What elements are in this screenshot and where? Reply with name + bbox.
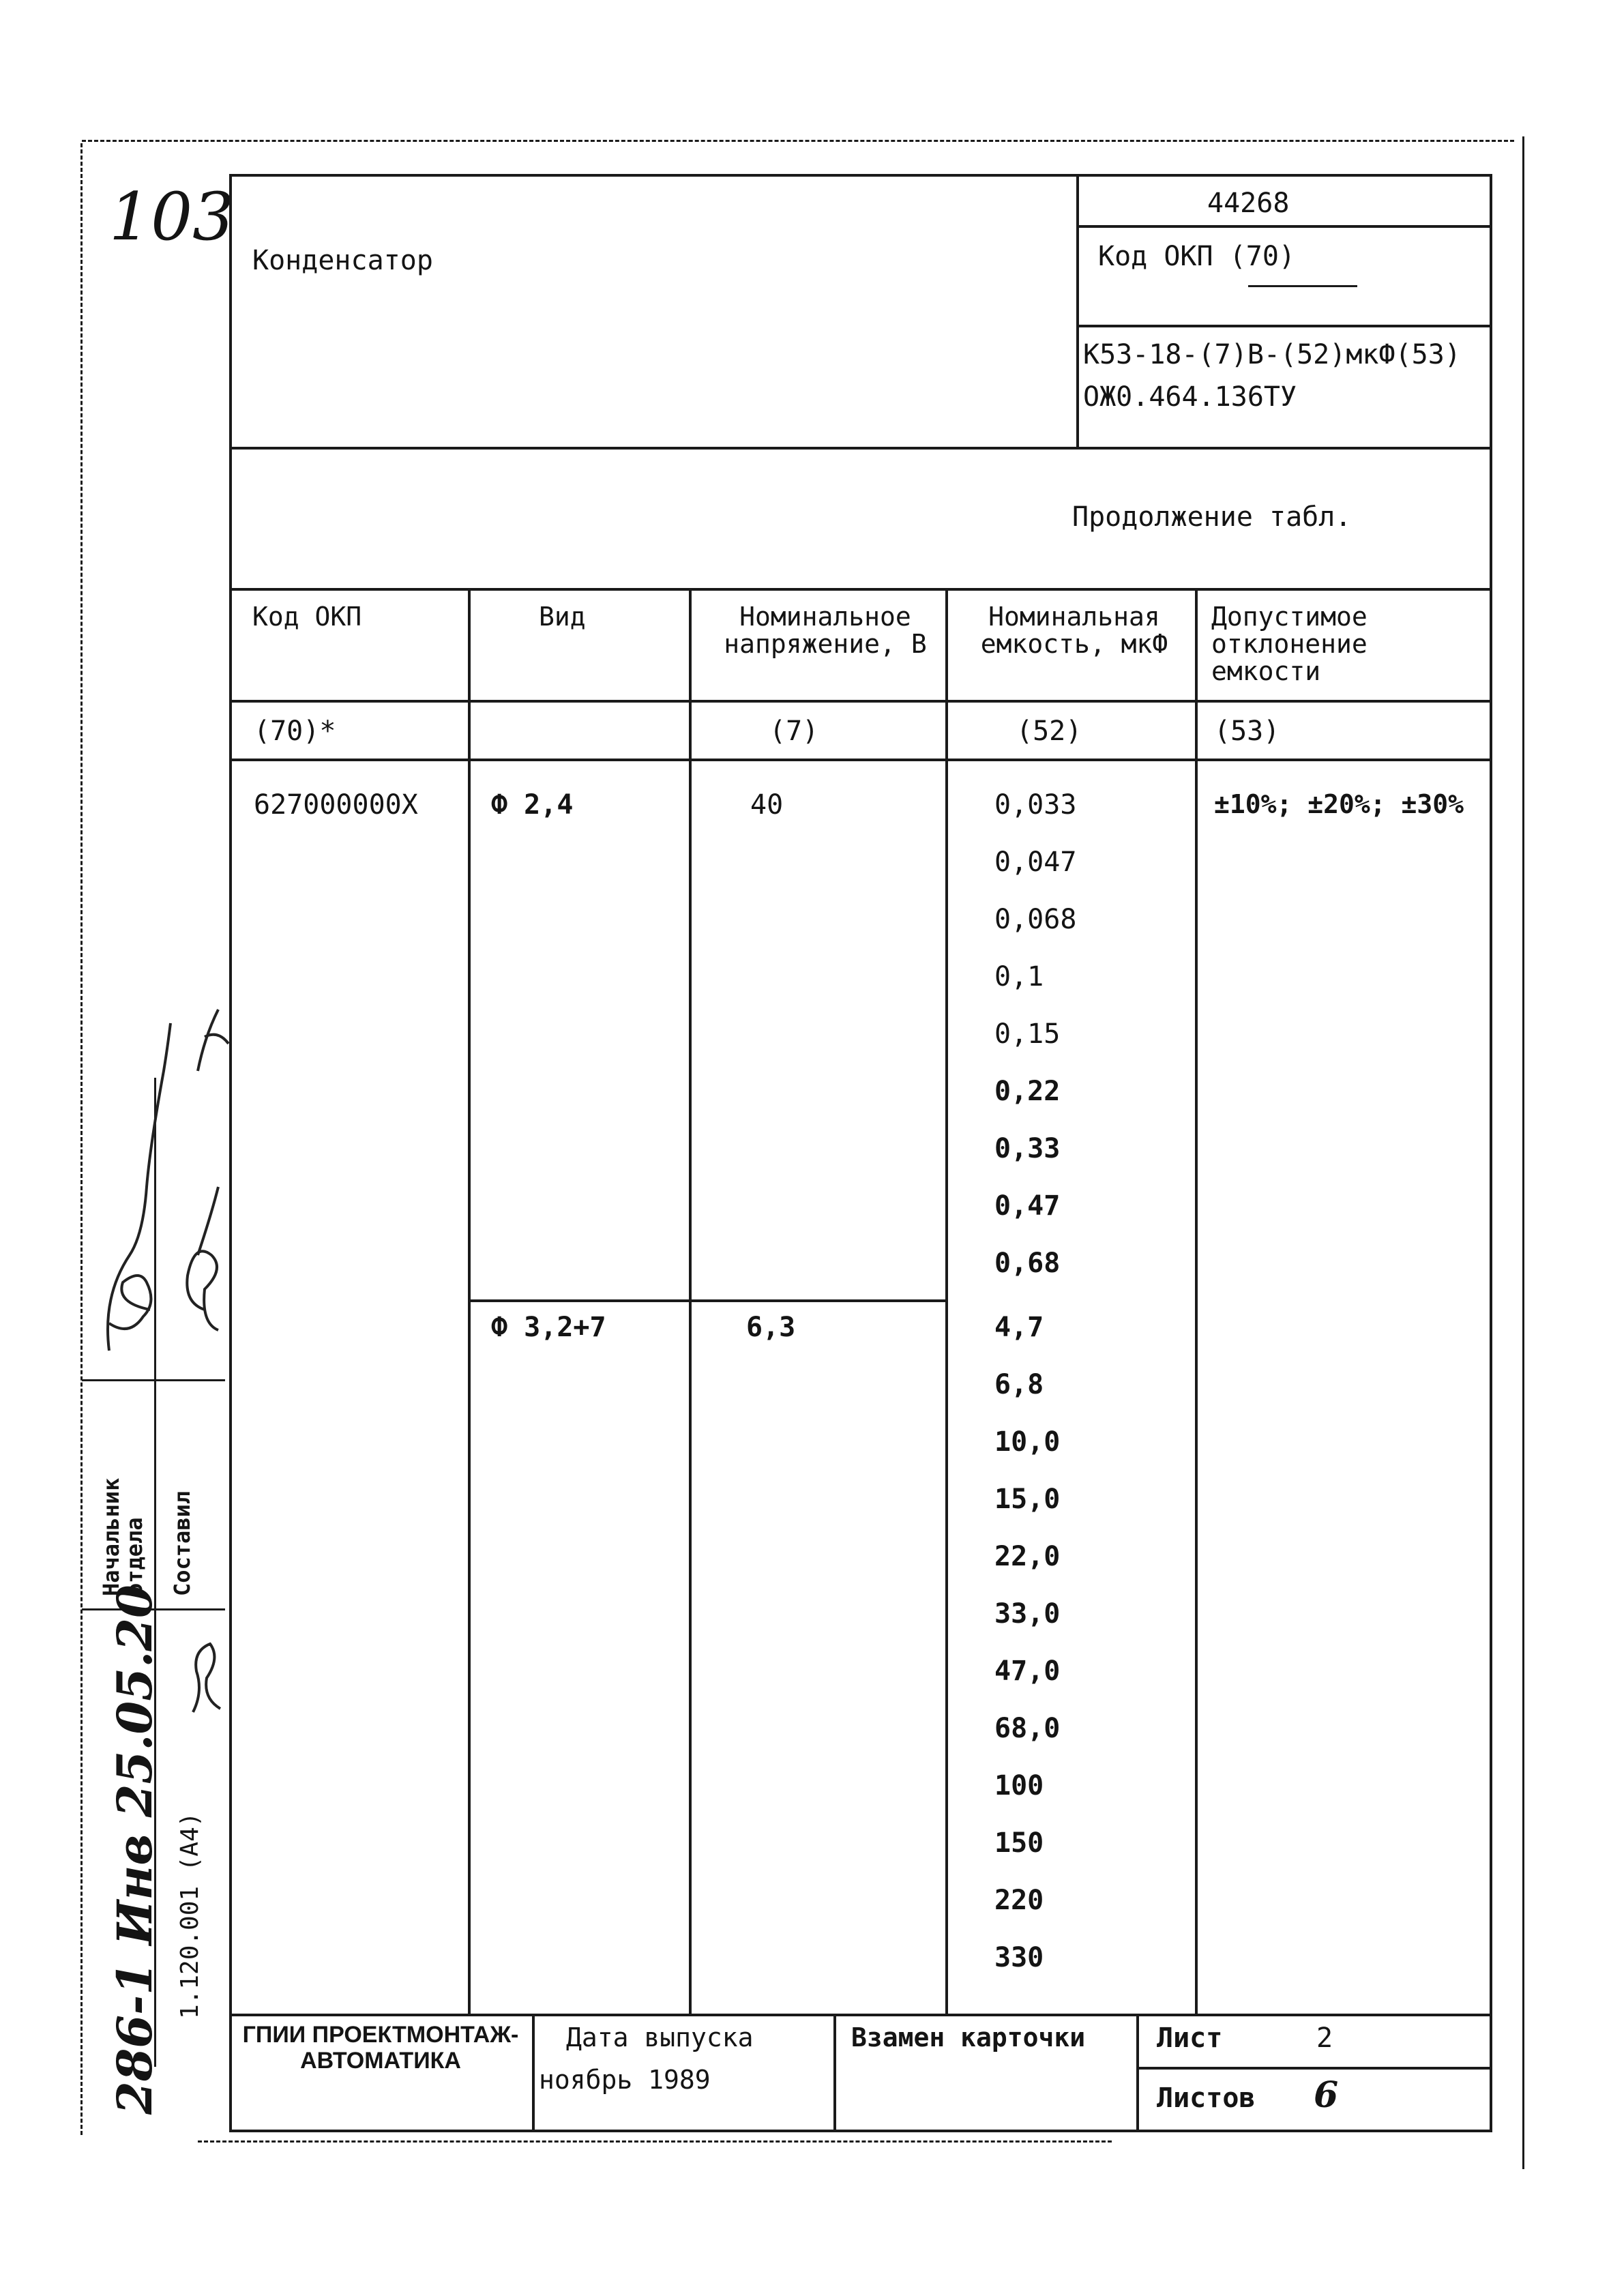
- cap-1-7: 68,0: [994, 1713, 1061, 1744]
- cap-1-0: 4,7: [994, 1312, 1044, 1343]
- header-right-divider: [1076, 174, 1079, 448]
- compiled-by-label: Составил: [169, 1490, 195, 1596]
- type-group-1: Ф 2,4: [491, 789, 574, 821]
- cap-0-0: 0,033: [994, 789, 1077, 821]
- cap-0-8: 0,68: [994, 1248, 1061, 1279]
- table-code-row-bottom: [229, 759, 1490, 761]
- footer-divider-3: [1136, 2014, 1139, 2130]
- approval-signature: [191, 996, 232, 1078]
- card-top-border: [229, 174, 1492, 177]
- col-header-capacitance: Номинальная емкость, мкФ: [980, 602, 1168, 659]
- cap-0-5: 0,22: [994, 1076, 1061, 1107]
- cap-0-3: 0,1: [994, 961, 1044, 992]
- cap-0-7: 0,47: [994, 1190, 1061, 1222]
- sheets-value: 6: [1314, 2074, 1339, 2116]
- cap-1-1: 6,8: [994, 1369, 1044, 1400]
- head-of-department-label: Начальник отдела: [98, 1477, 147, 1596]
- col-header-type: Вид: [539, 602, 586, 632]
- product-designation: К53-18-(7)В-(52)мкФ(53): [1083, 339, 1461, 370]
- code-tolerance: (53): [1214, 716, 1280, 747]
- cap-1-10: 220: [994, 1885, 1044, 1916]
- col-header-voltage: Номинальное напряжение, В: [724, 602, 927, 659]
- release-date-label: Дата выпуска: [566, 2022, 754, 2052]
- okp-code-value: 627000000X: [254, 789, 418, 821]
- footer-divider-1: [532, 2014, 535, 2130]
- cap-1-5: 33,0: [994, 1598, 1061, 1630]
- bottom-dashed-border: [198, 2140, 1112, 2143]
- header-bottom-border: [229, 447, 1492, 450]
- cap-0-2: 0,068: [994, 904, 1077, 935]
- col-divider-2: [689, 588, 692, 2015]
- card-right-border: [1490, 174, 1492, 2132]
- sheets-label: Листов: [1157, 2082, 1256, 2114]
- cap-1-11: 330: [994, 1942, 1044, 1973]
- cap-0-4: 0,15: [994, 1018, 1061, 1050]
- voltage-group-1: 40: [750, 789, 784, 821]
- organization-name: ГПИИ ПРОЕКТМОНТАЖ-АВТОМАТИКА: [242, 2022, 519, 2074]
- inventory-stamp: 286-1 Инв 25.05.20: [106, 1585, 163, 2115]
- cap-1-6: 47,0: [994, 1655, 1061, 1687]
- card-number: 44268: [1207, 188, 1290, 219]
- product-spec: ОЖ0.464.136ТУ: [1083, 381, 1297, 413]
- cap-1-8: 100: [994, 1770, 1044, 1801]
- col-divider-1: [468, 588, 471, 2015]
- footer-top-border: [229, 2014, 1492, 2016]
- code-voltage: (7): [769, 716, 819, 747]
- okp-underline: [1248, 285, 1357, 287]
- replaces-card-label: Взамен карточки: [851, 2022, 1086, 2052]
- sheet-value: 2: [1316, 2022, 1333, 2054]
- footer-sheet-line: [1136, 2067, 1492, 2070]
- col-header-okp: Код ОКП: [252, 602, 362, 632]
- code-okp: (70)*: [254, 716, 336, 747]
- right-margin-line: [1522, 136, 1524, 2169]
- table-header-bottom: [229, 700, 1490, 703]
- header-line-2: [1076, 325, 1490, 327]
- release-date: ноябрь 1989: [539, 2065, 711, 2095]
- top-dashed-border: [82, 140, 1514, 142]
- card-bottom-border: [229, 2130, 1492, 2132]
- footer-divider-2: [833, 2014, 836, 2130]
- col-divider-4: [1195, 588, 1198, 2015]
- okp-label: Код ОКП (70): [1098, 241, 1295, 272]
- cap-1-9: 150: [994, 1827, 1044, 1859]
- header-line-1: [1076, 225, 1490, 228]
- voltage-group-2: 6,3: [746, 1312, 796, 1343]
- cap-1-2: 10,0: [994, 1426, 1061, 1458]
- product-title: Конденсатор: [252, 245, 433, 276]
- cap-0-6: 0,33: [994, 1133, 1061, 1164]
- continuation-label: Продолжение табл.: [1072, 501, 1352, 533]
- cap-1-3: 15,0: [994, 1484, 1061, 1515]
- sheet-label: Лист: [1157, 2022, 1223, 2054]
- code-capacitance: (52): [1016, 716, 1082, 747]
- card-left-border: [229, 174, 232, 2132]
- col-divider-3: [945, 588, 948, 2015]
- group-separator: [468, 1299, 945, 1302]
- margin-box-top: [82, 1379, 225, 1381]
- table-top-border: [229, 588, 1490, 591]
- sheet-number: 103: [109, 179, 235, 255]
- col-header-tolerance: Допустимое отклонение емкости: [1211, 602, 1368, 686]
- cap-0-1: 0,047: [994, 847, 1077, 878]
- tolerance-value: ±10%; ±20%; ±30%: [1214, 789, 1464, 819]
- format-code: 1.120.001 (A4): [176, 1812, 204, 2019]
- cap-1-4: 22,0: [994, 1541, 1061, 1572]
- inventory-signature: [183, 1637, 231, 1719]
- type-group-2: Ф 3,2+7: [491, 1312, 606, 1343]
